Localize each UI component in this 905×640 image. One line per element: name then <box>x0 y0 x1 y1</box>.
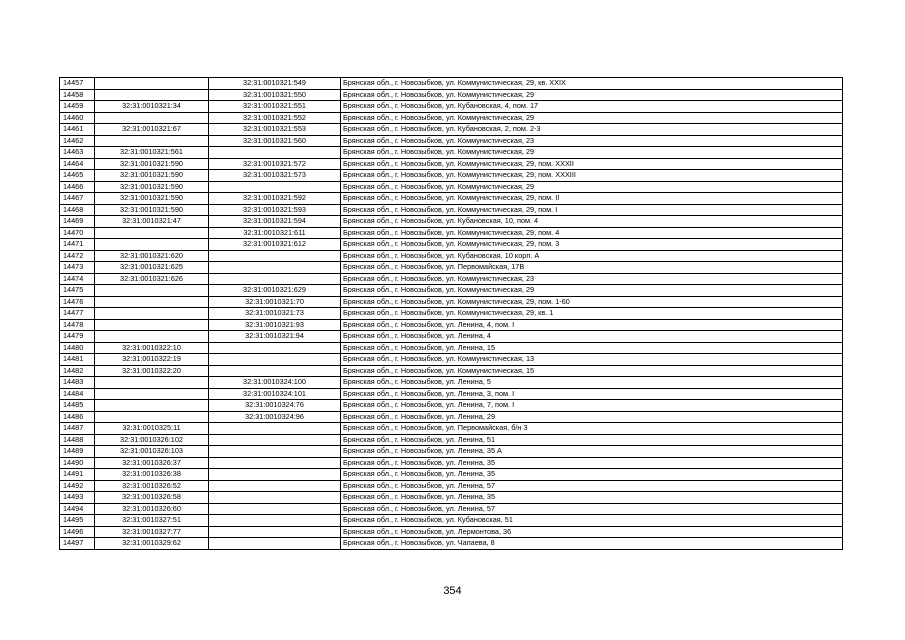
row-number-cell: 14494 <box>60 503 95 515</box>
cadastral-number-cell <box>209 446 341 458</box>
cadastral-number-cell <box>209 526 341 538</box>
table-row <box>60 170 843 182</box>
parent-cadastral-number-cell: 32:31:0010321:626 <box>95 273 209 285</box>
row-number-cell: 14497 <box>60 538 95 550</box>
cadastral-number-cell <box>209 273 341 285</box>
table-row <box>60 331 843 343</box>
address-cell: Брянская обл., г. Новозыбков, ул. Ленина, 4, пом. I <box>341 319 843 331</box>
address-cell: Брянская обл., г. Новозыбков, ул. Ленина, 35 <box>341 469 843 481</box>
row-number-cell: 14480 <box>60 342 95 354</box>
row-number-cell: 14459 <box>60 101 95 113</box>
parent-cadastral-number-cell: 32:31:0010326:103 <box>95 446 209 458</box>
cadastral-number-cell <box>209 147 341 159</box>
row-number-cell: 14458 <box>60 89 95 101</box>
table-row <box>60 515 843 527</box>
page-number: 354 <box>443 585 462 597</box>
cadastral-number-cell: 32:31:0010321:573 <box>209 170 341 182</box>
table-row <box>60 411 843 423</box>
row-number-cell: 14471 <box>60 239 95 251</box>
parent-cadastral-number-cell <box>95 388 209 400</box>
row-number-cell: 14457 <box>60 78 95 90</box>
cadastral-number-cell: 32:31:0010321:550 <box>209 89 341 101</box>
cadastral-number-cell <box>209 538 341 550</box>
address-cell: Брянская обл., г. Новозыбков, ул. Коммунистическая, 29 <box>341 181 843 193</box>
address-cell: Брянская обл., г. Новозыбков, ул. Коммунистическая, 29, пом. XXXII <box>341 158 843 170</box>
table-row <box>60 89 843 101</box>
address-cell: Брянская обл., г. Новозыбков, ул. Коммунистическая, 29, пом. II <box>341 193 843 205</box>
row-number-cell: 14488 <box>60 434 95 446</box>
table-row <box>60 365 843 377</box>
parent-cadastral-number-cell: 32:31:0010322:10 <box>95 342 209 354</box>
table-row <box>60 285 843 297</box>
table-row <box>60 308 843 320</box>
parent-cadastral-number-cell: 32:31:0010329:62 <box>95 538 209 550</box>
cadastral-number-cell <box>209 434 341 446</box>
parent-cadastral-number-cell: 32:31:0010321:625 <box>95 262 209 274</box>
address-cell: Брянская обл., г. Новозыбков, ул. Ленина, 5 <box>341 377 843 389</box>
address-cell: Брянская обл., г. Новозыбков, ул. Коммунистическая, 15 <box>341 365 843 377</box>
cadastral-number-cell <box>209 457 341 469</box>
address-cell: Брянская обл., г. Новозыбков, ул. Ленина, 35 А <box>341 446 843 458</box>
address-cell: Брянская обл., г. Новозыбков, ул. Коммунистическая, 29, кв. XXIX <box>341 78 843 90</box>
address-cell: Брянская обл., г. Новозыбков, ул. Коммунистическая, 13 <box>341 354 843 366</box>
address-cell: Брянская обл., г. Новозыбков, ул. Первомайская, 17В <box>341 262 843 274</box>
row-number-cell: 14482 <box>60 365 95 377</box>
parent-cadastral-number-cell <box>95 377 209 389</box>
row-number-cell: 14469 <box>60 216 95 228</box>
registry-table <box>59 77 843 550</box>
cadastral-number-cell <box>209 480 341 492</box>
parent-cadastral-number-cell <box>95 227 209 239</box>
parent-cadastral-number-cell: 32:31:0010322:20 <box>95 365 209 377</box>
parent-cadastral-number-cell: 32:31:0010326:58 <box>95 492 209 504</box>
table-row <box>60 342 843 354</box>
table-row <box>60 262 843 274</box>
cadastral-number-cell: 32:31:0010321:612 <box>209 239 341 251</box>
address-cell: Брянская обл., г. Новозыбков, ул. Ленина, 57 <box>341 480 843 492</box>
parent-cadastral-number-cell: 32:31:0010321:67 <box>95 124 209 136</box>
parent-cadastral-number-cell <box>95 78 209 90</box>
cadastral-number-cell <box>209 250 341 262</box>
cadastral-number-cell: 32:31:0010321:592 <box>209 193 341 205</box>
table-row <box>60 112 843 124</box>
address-cell: Брянская обл., г. Новозыбков, ул. Ленина, 15 <box>341 342 843 354</box>
cadastral-number-cell: 32:31:0010324:101 <box>209 388 341 400</box>
parent-cadastral-number-cell <box>95 411 209 423</box>
table-row <box>60 78 843 90</box>
table-row <box>60 446 843 458</box>
cadastral-number-cell: 32:31:0010321:70 <box>209 296 341 308</box>
cadastral-number-cell: 32:31:0010321:593 <box>209 204 341 216</box>
table-row <box>60 227 843 239</box>
parent-cadastral-number-cell <box>95 112 209 124</box>
parent-cadastral-number-cell: 32:31:0010321:34 <box>95 101 209 113</box>
row-number-cell: 14473 <box>60 262 95 274</box>
cadastral-number-cell: 32:31:0010321:549 <box>209 78 341 90</box>
table-row <box>60 193 843 205</box>
address-cell: Брянская обл., г. Новозыбков, ул. Ленина, 57 <box>341 503 843 515</box>
row-number-cell: 14495 <box>60 515 95 527</box>
address-cell: Брянская обл., г. Новозыбков, ул. Коммунистическая, 29, пом. 1-60 <box>341 296 843 308</box>
table-row <box>60 319 843 331</box>
parent-cadastral-number-cell <box>95 400 209 412</box>
row-number-cell: 14491 <box>60 469 95 481</box>
address-cell: Брянская обл., г. Новозыбков, ул. Кубановская, 4, пом. 17 <box>341 101 843 113</box>
cadastral-number-cell <box>209 354 341 366</box>
row-number-cell: 14475 <box>60 285 95 297</box>
address-cell: Брянская обл., г. Новозыбков, ул. Коммунистическая, 29, кв. 1 <box>341 308 843 320</box>
row-number-cell: 14466 <box>60 181 95 193</box>
table-row <box>60 354 843 366</box>
table-row <box>60 101 843 113</box>
address-cell: Брянская обл., г. Новозыбков, ул. Лермонтова, 36 <box>341 526 843 538</box>
row-number-cell: 14474 <box>60 273 95 285</box>
address-cell: Брянская обл., г. Новозыбков, ул. Коммунистическая, 29 <box>341 89 843 101</box>
row-number-cell: 14467 <box>60 193 95 205</box>
address-cell: Брянская обл., г. Новозыбков, ул. Коммунистическая, 23 <box>341 135 843 147</box>
address-cell: Брянская обл., г. Новозыбков, ул. Ленина, 4 <box>341 331 843 343</box>
row-number-cell: 14487 <box>60 423 95 435</box>
parent-cadastral-number-cell <box>95 239 209 251</box>
cadastral-number-cell <box>209 342 341 354</box>
table-row <box>60 147 843 159</box>
row-number-cell: 14470 <box>60 227 95 239</box>
address-cell: Брянская обл., г. Новозыбков, ул. Коммунистическая, 23 <box>341 273 843 285</box>
row-number-cell: 14464 <box>60 158 95 170</box>
cadastral-number-cell: 32:31:0010321:552 <box>209 112 341 124</box>
table-row <box>60 388 843 400</box>
row-number-cell: 14492 <box>60 480 95 492</box>
row-number-cell: 14481 <box>60 354 95 366</box>
row-number-cell: 14484 <box>60 388 95 400</box>
parent-cadastral-number-cell <box>95 331 209 343</box>
cadastral-number-cell <box>209 365 341 377</box>
cadastral-number-cell: 32:31:0010321:73 <box>209 308 341 320</box>
row-number-cell: 14479 <box>60 331 95 343</box>
parent-cadastral-number-cell: 32:31:0010321:590 <box>95 158 209 170</box>
table-row <box>60 204 843 216</box>
table-row <box>60 181 843 193</box>
address-cell: Брянская обл., г. Новозыбков, ул. Коммунистическая, 29 <box>341 112 843 124</box>
row-number-cell: 14461 <box>60 124 95 136</box>
cadastral-number-cell: 32:31:0010324:100 <box>209 377 341 389</box>
table-row <box>60 273 843 285</box>
row-number-cell: 14476 <box>60 296 95 308</box>
row-number-cell: 14493 <box>60 492 95 504</box>
cadastral-number-cell: 32:31:0010321:551 <box>209 101 341 113</box>
address-cell: Брянская обл., г. Новозыбков, ул. Коммунистическая, 29 <box>341 285 843 297</box>
parent-cadastral-number-cell: 32:31:0010321:590 <box>95 193 209 205</box>
parent-cadastral-number-cell <box>95 89 209 101</box>
cadastral-number-cell <box>209 181 341 193</box>
cadastral-number-cell: 32:31:0010321:629 <box>209 285 341 297</box>
table-row <box>60 480 843 492</box>
parent-cadastral-number-cell: 32:31:0010321:47 <box>95 216 209 228</box>
table-row <box>60 434 843 446</box>
table-row <box>60 423 843 435</box>
parent-cadastral-number-cell: 32:31:0010321:590 <box>95 181 209 193</box>
address-cell: Брянская обл., г. Новозыбков, ул. Ленина, 51 <box>341 434 843 446</box>
table-row <box>60 377 843 389</box>
parent-cadastral-number-cell: 32:31:0010322:19 <box>95 354 209 366</box>
parent-cadastral-number-cell: 32:31:0010325:11 <box>95 423 209 435</box>
row-number-cell: 14477 <box>60 308 95 320</box>
cadastral-number-cell: 32:31:0010321:611 <box>209 227 341 239</box>
row-number-cell: 14460 <box>60 112 95 124</box>
row-number-cell: 14486 <box>60 411 95 423</box>
parent-cadastral-number-cell: 32:31:0010326:102 <box>95 434 209 446</box>
address-cell: Брянская обл., г. Новозыбков, ул. Коммунистическая, 29, пом. XXXIII <box>341 170 843 182</box>
address-cell: Брянская обл., г. Новозыбков, ул. Кубановская, 51 <box>341 515 843 527</box>
table-row <box>60 216 843 228</box>
table-row <box>60 492 843 504</box>
parent-cadastral-number-cell <box>95 285 209 297</box>
row-number-cell: 14465 <box>60 170 95 182</box>
address-cell: Брянская обл., г. Новозыбков, ул. Коммунистическая, 29, пом. 4 <box>341 227 843 239</box>
table-row <box>60 469 843 481</box>
cadastral-number-cell: 32:31:0010321:93 <box>209 319 341 331</box>
row-number-cell: 14478 <box>60 319 95 331</box>
table-row <box>60 400 843 412</box>
row-number-cell: 14489 <box>60 446 95 458</box>
address-cell: Брянская обл., г. Новозыбков, ул. Первомайская, б/н 3 <box>341 423 843 435</box>
parent-cadastral-number-cell: 32:31:0010321:590 <box>95 204 209 216</box>
address-cell: Брянская обл., г. Новозыбков, ул. Ленина, 7, пом. I <box>341 400 843 412</box>
cadastral-number-cell: 32:31:0010324:76 <box>209 400 341 412</box>
parent-cadastral-number-cell: 32:31:0010326:60 <box>95 503 209 515</box>
row-number-cell: 14490 <box>60 457 95 469</box>
cadastral-number-cell <box>209 469 341 481</box>
table-row <box>60 526 843 538</box>
registry-table-body <box>60 78 843 550</box>
address-cell: Брянская обл., г. Новозыбков, ул. Ленина, 35 <box>341 457 843 469</box>
address-cell: Брянская обл., г. Новозыбков, ул. Коммунистическая, 29, пом. I <box>341 204 843 216</box>
table-row <box>60 538 843 550</box>
row-number-cell: 14485 <box>60 400 95 412</box>
address-cell: Брянская обл., г. Новозыбков, ул. Ленина, 3, пом. I <box>341 388 843 400</box>
address-cell: Брянская обл., г. Новозыбков, ул. Коммунистическая, 29, пом. 3 <box>341 239 843 251</box>
address-cell: Брянская обл., г. Новозыбков, ул. Чапаева, 8 <box>341 538 843 550</box>
table-row <box>60 503 843 515</box>
table-row <box>60 239 843 251</box>
address-cell: Брянская обл., г. Новозыбков, ул. Ленина, 35 <box>341 492 843 504</box>
address-cell: Брянская обл., г. Новозыбков, ул. Кубановская, 2, пом. 2-3 <box>341 124 843 136</box>
parent-cadastral-number-cell: 32:31:0010327:51 <box>95 515 209 527</box>
parent-cadastral-number-cell: 32:31:0010326:38 <box>95 469 209 481</box>
cadastral-number-cell: 32:31:0010324:96 <box>209 411 341 423</box>
table-row <box>60 250 843 262</box>
parent-cadastral-number-cell <box>95 319 209 331</box>
address-cell: Брянская обл., г. Новозыбков, ул. Кубановская, 10 корп. А <box>341 250 843 262</box>
cadastral-number-cell <box>209 423 341 435</box>
address-cell: Брянская обл., г. Новозыбков, ул. Ленина, 29 <box>341 411 843 423</box>
cadastral-number-cell <box>209 503 341 515</box>
row-number-cell: 14483 <box>60 377 95 389</box>
row-number-cell: 14463 <box>60 147 95 159</box>
address-cell: Брянская обл., г. Новозыбков, ул. Коммунистическая, 29 <box>341 147 843 159</box>
cadastral-number-cell <box>209 262 341 274</box>
table-row <box>60 135 843 147</box>
cadastral-number-cell: 32:31:0010321:94 <box>209 331 341 343</box>
parent-cadastral-number-cell <box>95 308 209 320</box>
table-row <box>60 457 843 469</box>
address-cell: Брянская обл., г. Новозыбков, ул. Кубановская, 10, пом. 4 <box>341 216 843 228</box>
parent-cadastral-number-cell <box>95 135 209 147</box>
table-row <box>60 296 843 308</box>
parent-cadastral-number-cell <box>95 296 209 308</box>
cadastral-number-cell <box>209 515 341 527</box>
cadastral-number-cell: 32:31:0010321:594 <box>209 216 341 228</box>
parent-cadastral-number-cell: 32:31:0010326:37 <box>95 457 209 469</box>
parent-cadastral-number-cell: 32:31:0010326:52 <box>95 480 209 492</box>
parent-cadastral-number-cell: 32:31:0010321:590 <box>95 170 209 182</box>
row-number-cell: 14496 <box>60 526 95 538</box>
row-number-cell: 14472 <box>60 250 95 262</box>
cadastral-number-cell: 32:31:0010321:560 <box>209 135 341 147</box>
parent-cadastral-number-cell: 32:31:0010327:77 <box>95 526 209 538</box>
table-row <box>60 158 843 170</box>
parent-cadastral-number-cell: 32:31:0010321:620 <box>95 250 209 262</box>
table-row <box>60 124 843 136</box>
row-number-cell: 14462 <box>60 135 95 147</box>
cadastral-number-cell <box>209 492 341 504</box>
cadastral-number-cell: 32:31:0010321:572 <box>209 158 341 170</box>
parent-cadastral-number-cell: 32:31:0010321:561 <box>95 147 209 159</box>
row-number-cell: 14468 <box>60 204 95 216</box>
cadastral-number-cell: 32:31:0010321:553 <box>209 124 341 136</box>
